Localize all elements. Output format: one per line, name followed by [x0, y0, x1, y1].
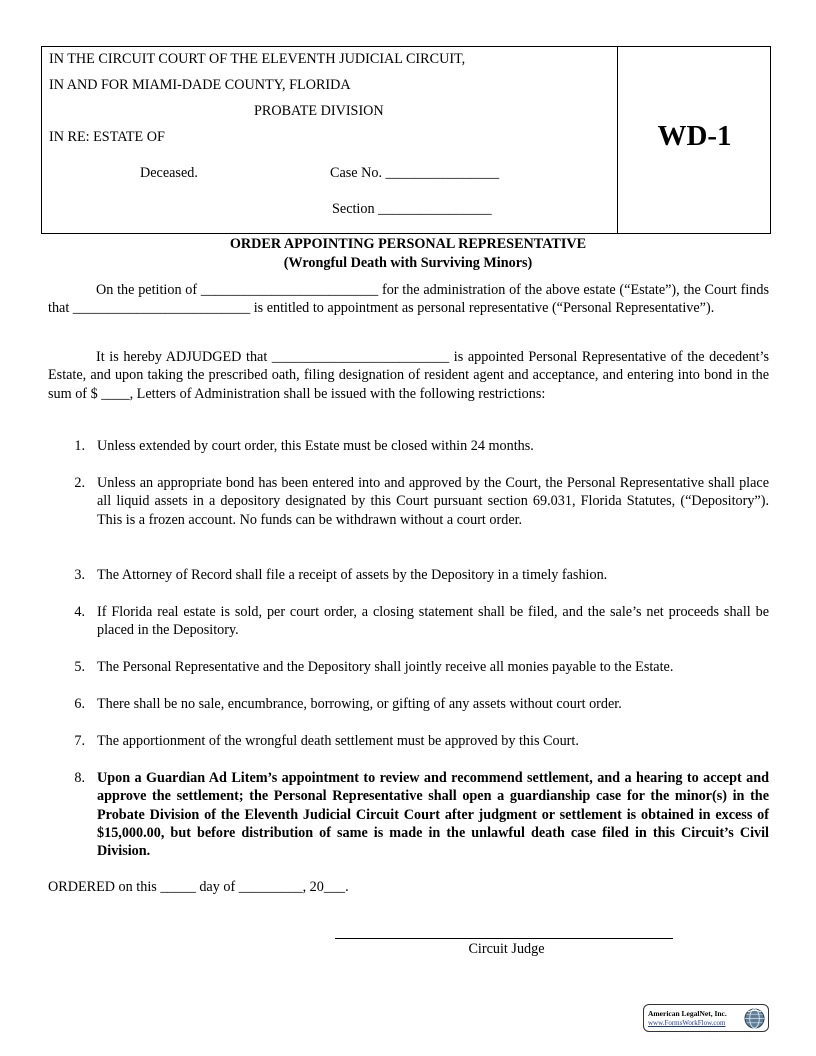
order-subtitle: (Wrongful Death with Surviving Minors)	[283, 255, 533, 271]
case-number-field[interactable]: Case No. ________________	[330, 165, 500, 181]
list-number: 4.	[74, 604, 85, 620]
caption-left-panel	[42, 47, 618, 233]
list-text: The apportionment of the wrongful death settlement must be approved by this Court.	[97, 733, 579, 749]
list-text: If Florida real estate is sold, per court order, a closing statement shall be filed, and the sale’s net proceeds shall be placed in the Depository.	[97, 604, 769, 639]
in-re-label: IN RE: ESTATE OF	[49, 129, 165, 145]
division-label: PROBATE DIVISION	[254, 103, 384, 119]
globe-icon	[744, 1008, 765, 1029]
signature-line[interactable]	[335, 938, 673, 939]
form-code: WD-1	[657, 119, 732, 152]
ordered-date-line[interactable]: ORDERED on this _____ day of _________, 20___.	[48, 879, 349, 895]
list-text: The Attorney of Record shall file a receipt of assets by the Depository in a timely fashion.	[97, 567, 608, 583]
court-line-2: IN AND FOR MIAMI-DADE COUNTY, FLORIDA	[49, 77, 351, 93]
footer-brand: American LegalNet, Inc.	[648, 1009, 727, 1018]
footer-logo[interactable]	[643, 1004, 769, 1032]
footer-url[interactable]: www.FormsWorkFlow.com	[648, 1019, 726, 1027]
adjudged-paragraph	[48, 348, 769, 403]
section-field[interactable]: Section ________________	[332, 201, 492, 217]
list-text: Upon a Guardian Ad Litem’s appointment to review and recommend settlement, and a hearing to accept and approve the settlement; the Personal Representative shall open a guardianship case for the minor(s) in the Probate Division of the Eleventh Judicial Circuit Court after judgment or settlement is obtained in excess of $15,000.00, but before distribution of same is made in the unlawful death case filed in this Circuit’s Civil Division.	[97, 770, 769, 860]
list-text: The Personal Representative and the Depository shall jointly receive all monies payable to the Estate.	[97, 659, 674, 675]
list-text: There shall be no sale, encumbrance, borrowing, or gifting of any assets without court order.	[97, 696, 622, 712]
petition-paragraph	[48, 281, 769, 318]
list-number: 2.	[74, 475, 85, 491]
caption-box	[41, 46, 771, 234]
list-number: 8.	[74, 770, 85, 786]
court-line-1: IN THE CIRCUIT COURT OF THE ELEVENTH JUDICIAL CIRCUIT,	[49, 51, 466, 67]
list-number: 1.	[74, 438, 85, 454]
list-number: 3.	[74, 567, 85, 583]
list-text: Unless extended by court order, this Estate must be closed within 24 months.	[97, 438, 534, 454]
list-number: 6.	[74, 696, 85, 712]
adjudged-text: It is hereby ADJUDGED that _________________________ is appointed Personal Representative of the decedent’s Estate, and upon taking the prescribed oath, filing designation of resident agent and acceptance, and entering into bond in the sum of $ ____, Letters of Administration shall be issued with the following restrictions:	[48, 349, 769, 402]
list-number: 5.	[74, 659, 85, 675]
list-text: Unless an appropriate bond has been entered into and approved by the Court, the Personal Representative shall place all liquid assets in a depository designated by this Court pursuant section 69.031, Florida Statutes, (“Depository”). This is a frozen account. No funds can be withdrawn without a court order.	[97, 475, 769, 528]
order-title: ORDER APPOINTING PERSONAL REPRESENTATIVE	[229, 236, 587, 252]
list-number: 7.	[74, 733, 85, 749]
petition-text: On the petition of _________________________ for the administration of the above estate (“Estate”), the Court finds that _________________________ is entitled to appointment as personal representative (“Personal Representative”).	[48, 282, 769, 317]
signature-label: Circuit Judge	[468, 941, 545, 957]
deceased-label: Deceased.	[140, 165, 198, 181]
